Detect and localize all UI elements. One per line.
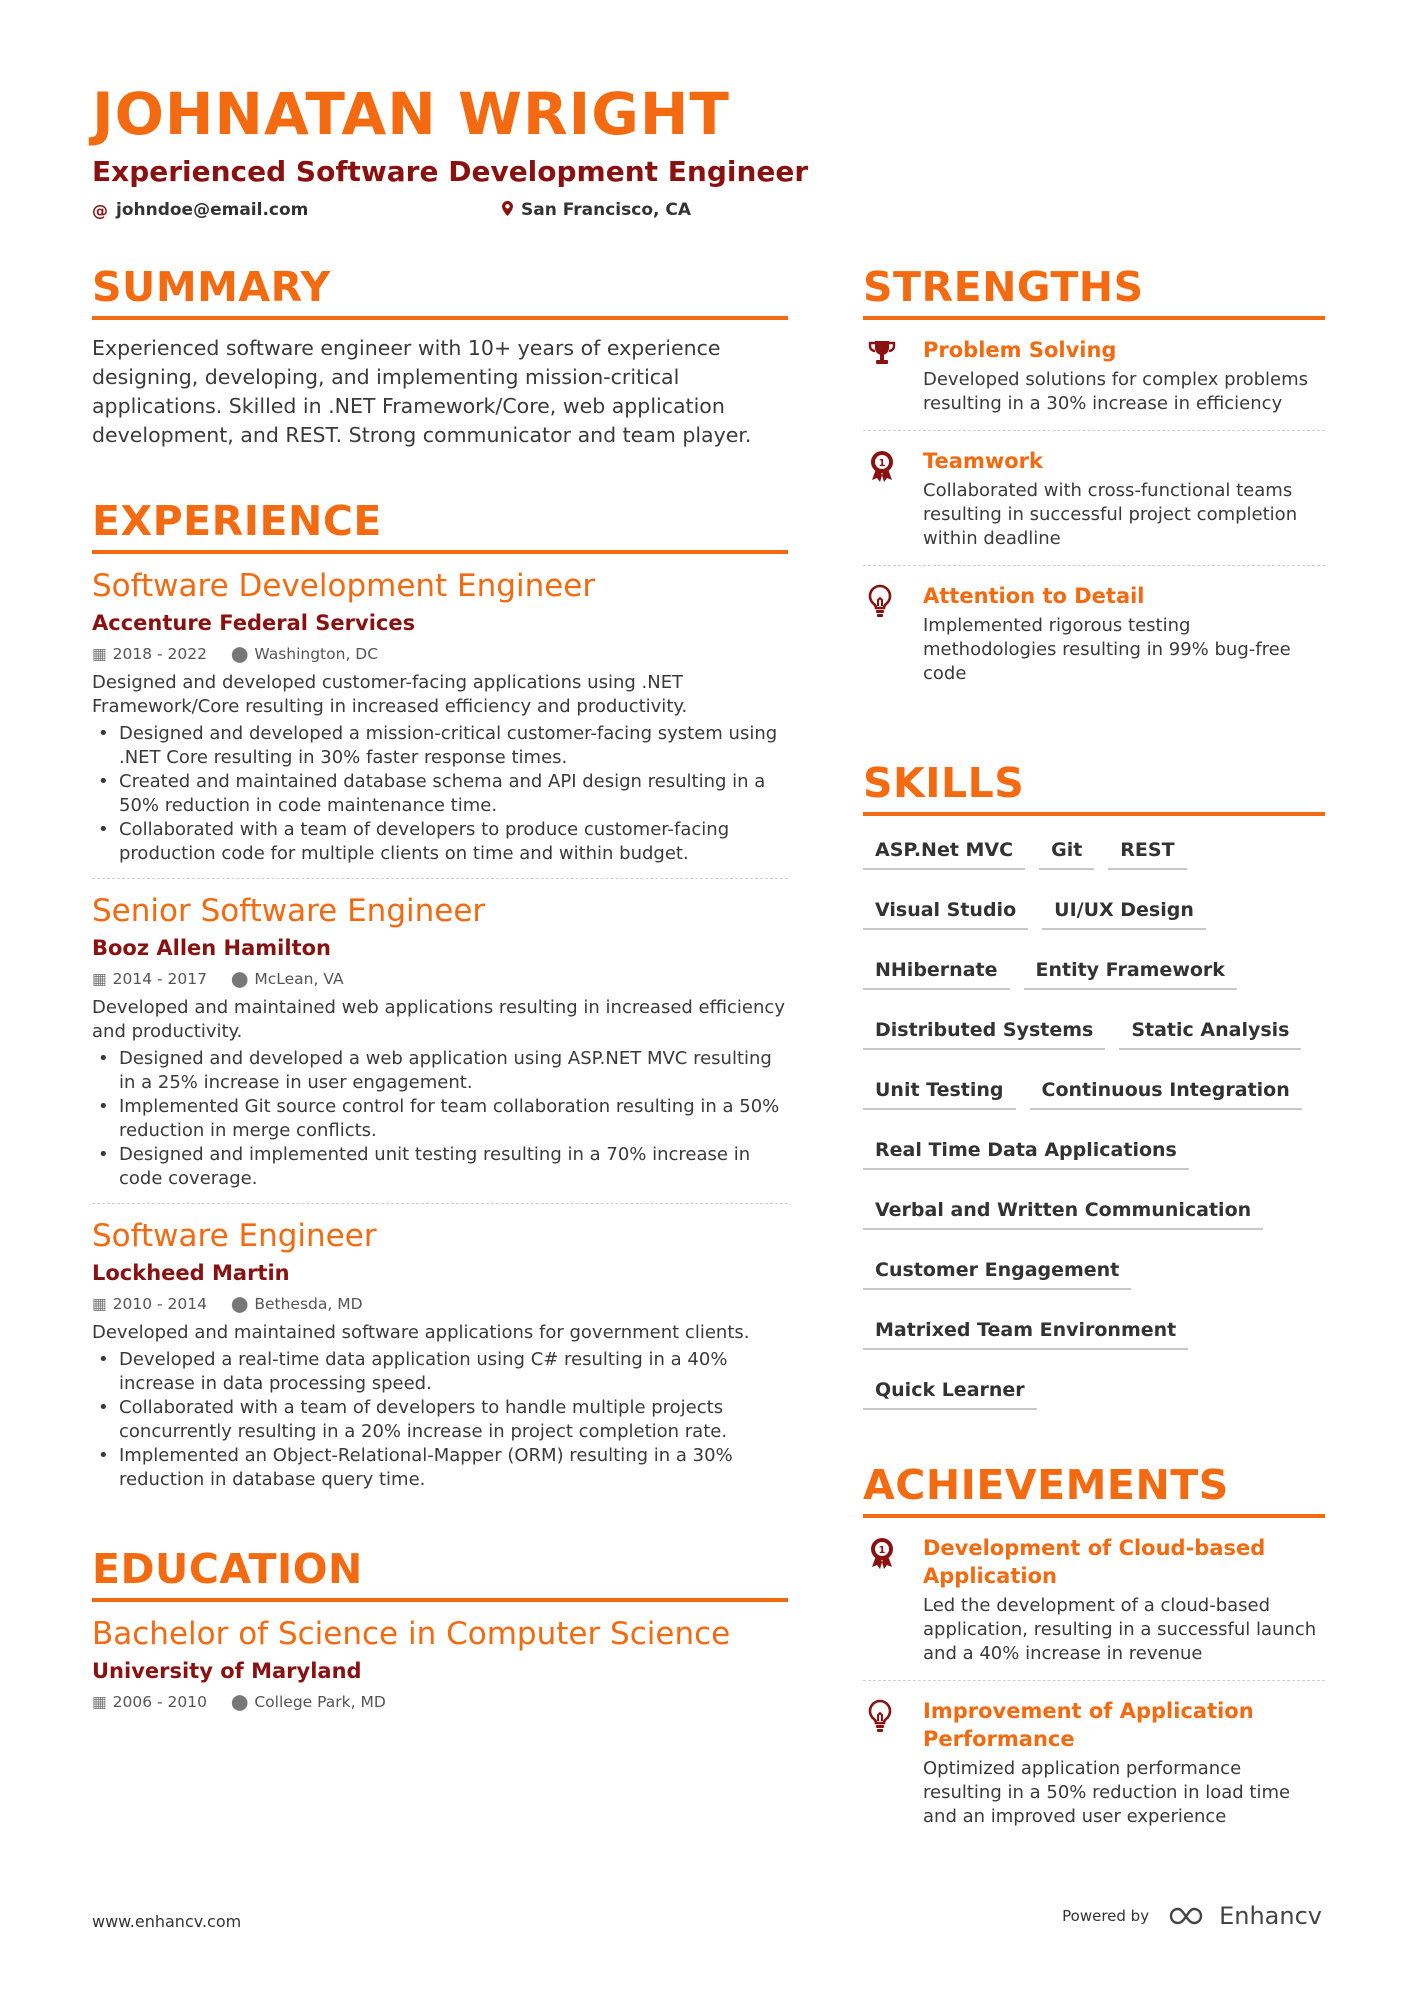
education-meta [92, 1691, 788, 1713]
achievement-text: Led the development of a cloud-based application, resulting in a successful launch and a 40% increase in revenue [923, 1595, 1317, 1664]
job-dates-text: 2010 - 2014 [112, 1295, 207, 1313]
job-bullet: • Created and maintained database schema and API design resulting in a 50% reduction in code maintenance time. [92, 770, 788, 818]
left-column [92, 262, 788, 1725]
achievement-body [923, 1534, 1325, 1666]
job-bullet: • Developed a real-time data application using C# resulting in a 40% increase in data processing speed. [92, 1348, 788, 1396]
award-ribbon-icon [863, 447, 923, 551]
summary-heading: SUMMARY [92, 262, 788, 320]
strengths-heading: STRENGTHS [863, 262, 1325, 320]
candidate-title: Experienced Software Development Engineer [92, 155, 809, 188]
map-pin-icon: ⬤ [231, 1295, 249, 1313]
map-pin-icon [502, 201, 513, 220]
job-entry [92, 879, 788, 1204]
skill-tag: Quick Learner [863, 1370, 1037, 1410]
achievement-title: Improvement of Application Performance [923, 1699, 1254, 1751]
award-ribbon-icon [863, 1534, 923, 1666]
enhancv-logo[interactable] [1167, 1902, 1322, 1930]
achievement-item [863, 1681, 1325, 1843]
strength-title: Teamwork [923, 449, 1043, 473]
job-description: Developed and maintained software applications for government clients. [92, 1322, 750, 1343]
enhancv-logo-icon [1167, 1905, 1211, 1927]
strength-item [863, 566, 1325, 700]
skill-tag: Continuous Integration [1030, 1070, 1302, 1110]
job-title: Software Engineer [92, 1218, 377, 1254]
job-location [231, 968, 344, 990]
footer-branding [1062, 1902, 1322, 1930]
email-text: johndoe@email.com [116, 200, 309, 220]
education-entry [92, 1602, 788, 1725]
contact-info [92, 200, 1322, 220]
education-section [92, 1544, 788, 1725]
job-bullet: • Collaborated with a team of developers to produce customer-facing production code for multiple clients on time and within budget. [92, 818, 788, 866]
education-location [231, 1691, 386, 1713]
skill-tag: Static Analysis [1119, 1010, 1301, 1050]
map-pin-icon: ⬤ [231, 645, 249, 663]
lightbulb-icon [863, 1697, 923, 1829]
job-location-text: Washington, DC [254, 645, 379, 663]
trophy-icon [863, 336, 923, 416]
strength-body [923, 336, 1325, 416]
experience-section [92, 496, 788, 1504]
strength-text: Implemented rigorous testing methodologies resulting in 99% bug-free code [923, 615, 1291, 684]
job-title: Software Development Engineer [92, 568, 596, 604]
lightbulb-icon [863, 582, 923, 686]
job-title: Senior Software Engineer [92, 893, 486, 929]
strength-item [863, 431, 1325, 566]
company-name: Lockheed Martin [92, 1261, 290, 1285]
skill-tag: REST [1108, 830, 1186, 870]
skill-tag: Customer Engagement [863, 1250, 1131, 1290]
calendar-icon: ▦ [92, 1693, 107, 1711]
calendar-icon: ▦ [92, 645, 107, 663]
job-location-text: Bethesda, MD [254, 1295, 363, 1313]
strength-text: Collaborated with cross-functional teams resulting in successful project completion within deadline [923, 480, 1298, 549]
skill-tag: Real Time Data Applications [863, 1130, 1189, 1170]
skills-list [863, 830, 1325, 1430]
job-bullets [92, 1348, 788, 1492]
achievement-text: Optimized application performance resulting in a 50% reduction in load time and an improved user experience [923, 1758, 1291, 1827]
summary-section [92, 262, 788, 450]
job-bullets [92, 722, 788, 866]
location-contact [502, 200, 691, 220]
job-dates [92, 643, 207, 665]
skill-tag: Entity Framework [1024, 950, 1237, 990]
education-heading: EDUCATION [92, 1544, 788, 1602]
job-bullet: • Designed and developed a mission-critical customer-facing system using .NET Core resulting in 30% faster response times. [92, 722, 788, 770]
skill-tag: ASP.Net MVC [863, 830, 1025, 870]
achievement-item [863, 1518, 1325, 1681]
job-bullet: • Implemented Git source control for team collaboration resulting in a 50% reduction in merge conflicts. [92, 1095, 788, 1143]
job-bullet: • Designed and implemented unit testing resulting in a 70% increase in code coverage. [92, 1143, 788, 1191]
footer-website[interactable]: www.enhancv.com [92, 1912, 242, 1931]
job-bullet: • Collaborated with a team of developers to handle multiple projects concurrently resulting in a 20% increase in project completion rate. [92, 1396, 788, 1444]
calendar-icon: ▦ [92, 970, 107, 988]
achievements-section [863, 1460, 1325, 1843]
skill-tag: Git [1039, 830, 1094, 870]
degree-title: Bachelor of Science in Computer Science [92, 1616, 731, 1652]
company-name: Accenture Federal Services [92, 611, 416, 635]
job-dates-text: 2014 - 2017 [112, 970, 207, 988]
education-dates-text: 2006 - 2010 [112, 1693, 207, 1711]
skill-tag: Matrixed Team Environment [863, 1310, 1188, 1350]
skills-section [863, 758, 1325, 1430]
job-bullet: • Implemented an Object-Relational-Mapper (ORM) resulting in a 30% reduction in database query time. [92, 1444, 788, 1492]
right-column [863, 262, 1325, 1843]
strengths-section [863, 262, 1325, 700]
education-dates [92, 1691, 207, 1713]
skill-tag: Distributed Systems [863, 1010, 1105, 1050]
job-location-text: McLean, VA [254, 970, 344, 988]
map-pin-icon: ⬤ [231, 970, 249, 988]
location-text: San Francisco, CA [521, 200, 692, 220]
strength-text: Developed solutions for complex problems resulting in a 30% increase in efficiency [923, 369, 1309, 414]
job-entry [92, 554, 788, 879]
strength-item [863, 320, 1325, 431]
map-pin-icon: ⬤ [231, 1693, 249, 1711]
skill-tag: Visual Studio [863, 890, 1028, 930]
job-bullets [92, 1047, 788, 1191]
job-description: Developed and maintained web applications resulting in increased efficiency and productivity. [92, 997, 785, 1042]
skills-heading: SKILLS [863, 758, 1325, 816]
job-meta [92, 643, 788, 665]
education-location-text: College Park, MD [254, 1693, 386, 1711]
skill-tag: UI/UX Design [1042, 890, 1206, 930]
svg-text:1: 1 [878, 1545, 886, 1556]
brand-name: Enhancv [1219, 1902, 1322, 1930]
at-icon: @ [92, 200, 108, 220]
school-name: University of Maryland [92, 1659, 362, 1683]
svg-text:1: 1 [878, 458, 886, 469]
strength-title: Attention to Detail [923, 584, 1145, 608]
job-meta [92, 968, 788, 990]
job-dates-text: 2018 - 2022 [112, 645, 207, 663]
job-description: Designed and developed customer-facing applications using .NET Framework/Core resulting in increased efficiency and productivity. [92, 672, 688, 717]
job-entry [92, 1204, 788, 1504]
skill-tag: NHibernate [863, 950, 1010, 990]
job-meta [92, 1293, 788, 1315]
strength-body [923, 582, 1325, 686]
job-location [231, 1293, 363, 1315]
candidate-name: JOHNATAN WRIGHT [92, 80, 730, 148]
job-dates [92, 1293, 207, 1315]
email-contact[interactable] [92, 200, 502, 220]
achievement-title: Development of Cloud-based Application [923, 1536, 1266, 1588]
job-location [231, 643, 378, 665]
achievement-body [923, 1697, 1325, 1829]
strength-body [923, 447, 1325, 551]
resume-header [92, 78, 1322, 220]
strength-title: Problem Solving [923, 338, 1117, 362]
calendar-icon: ▦ [92, 1295, 107, 1313]
job-dates [92, 968, 207, 990]
achievements-heading: ACHIEVEMENTS [863, 1460, 1325, 1518]
company-name: Booz Allen Hamilton [92, 936, 331, 960]
job-bullet: • Designed and developed a web application using ASP.NET MVC resulting in a 25% increase in user engagement. [92, 1047, 788, 1095]
experience-heading: EXPERIENCE [92, 496, 788, 554]
powered-by-text: Powered by [1062, 1907, 1150, 1925]
summary-text: Experienced software engineer with 10+ years of experience designing, developing, and implementing mission-critical applications. Skilled in .NET Framework/Core, web application development, and REST. Strong communicator and team player. [92, 336, 752, 447]
skill-tag: Unit Testing [863, 1070, 1016, 1110]
skill-tag: Verbal and Written Communication [863, 1190, 1263, 1230]
